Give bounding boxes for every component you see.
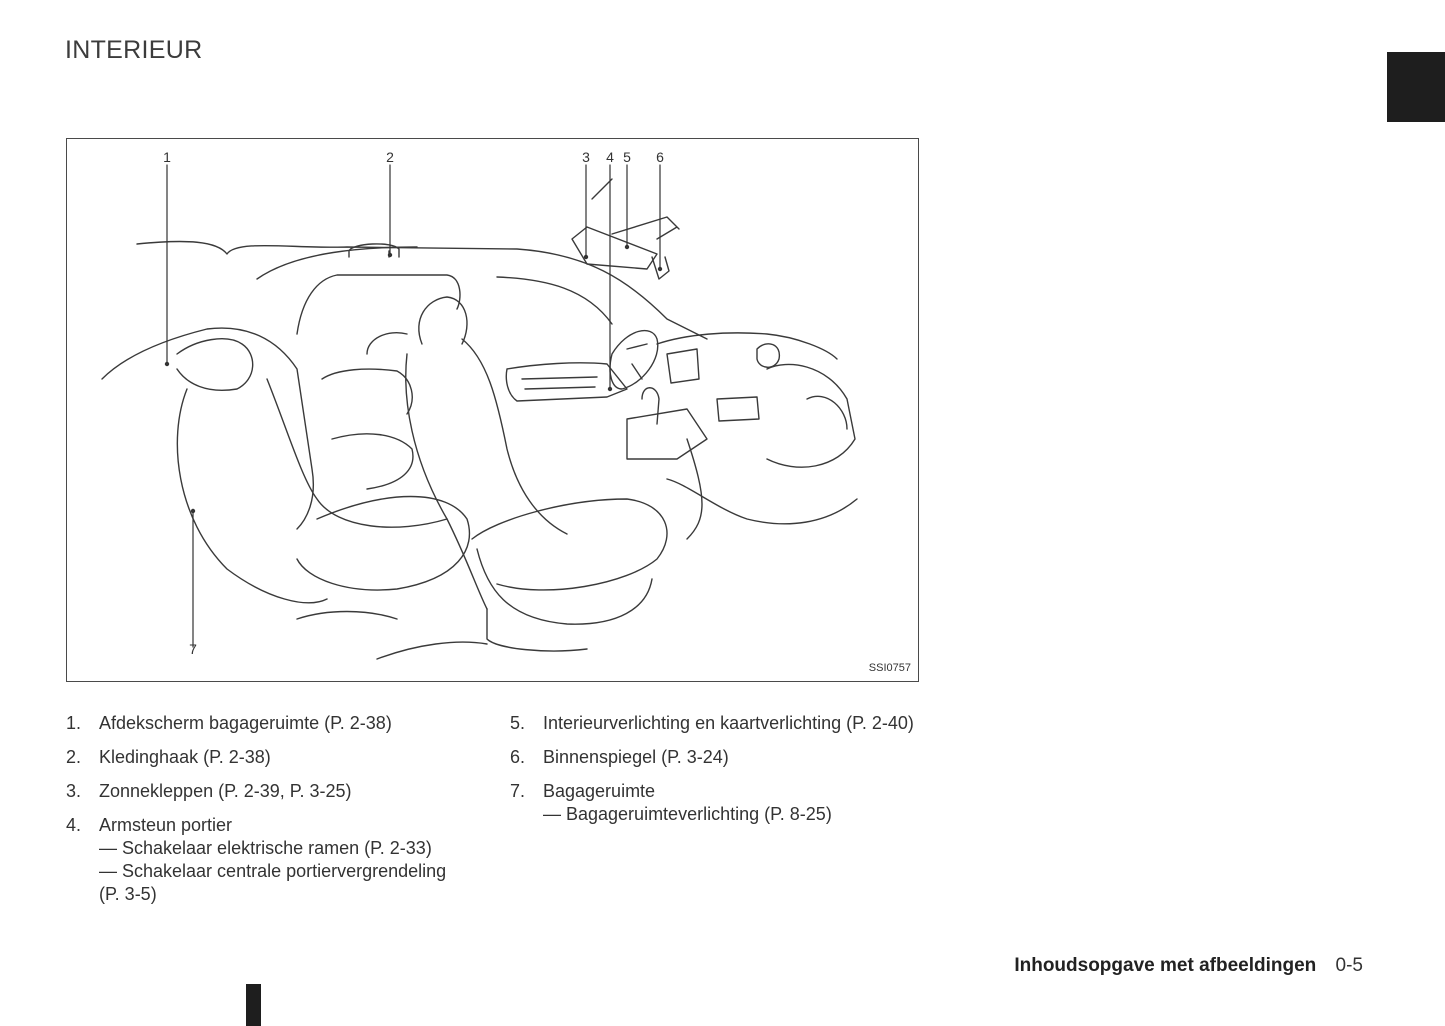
legend-item (510, 780, 940, 826)
callout-1: 1 (163, 149, 171, 165)
item-number: 7. (510, 781, 526, 801)
callout-2: 2 (386, 149, 394, 165)
legend-item (510, 746, 940, 769)
callout-3: 3 (582, 149, 590, 165)
figure-code: SSI0757 (868, 662, 911, 674)
callout-5: 5 (623, 149, 631, 165)
legend-item (66, 814, 486, 906)
legend-list-left (66, 712, 486, 917)
page-footer (1014, 955, 1363, 977)
item-text: Binnenspiegel (P. 3-24) (543, 747, 729, 767)
legend-list-right (510, 712, 940, 837)
item-text: Kledinghaak (P. 2-38) (99, 747, 271, 767)
car-interior-drawing (67, 139, 918, 681)
item-text: Afdekscherm bagageruimte (P. 2-38) (99, 713, 392, 733)
footer-section-title: Inhoudsopgave met afbeeldingen (1014, 955, 1317, 976)
item-number: 3. (66, 781, 82, 801)
legend-item (66, 746, 486, 769)
callout-4: 4 (606, 149, 614, 165)
callout-7: 7 (189, 641, 197, 657)
item-number: 1. (66, 713, 82, 733)
item-subtext: — Bagageruimteverlichting (P. 8-25) (543, 804, 832, 824)
item-text: Bagageruimte (543, 781, 656, 801)
item-subtext: (P. 3-5) (99, 884, 157, 904)
item-text: Armsteun portier (99, 815, 233, 835)
item-subtext: — Schakelaar centrale portiervergrendeling (99, 861, 447, 881)
item-number: 6. (510, 747, 526, 767)
legend-item (510, 712, 940, 735)
page-title: INTERIEUR (65, 36, 203, 64)
item-number: 2. (66, 747, 82, 767)
item-subtext: — Schakelaar elektrische ramen (P. 2-33) (99, 838, 432, 858)
item-text: Zonnekleppen (P. 2-39, P. 3-25) (99, 781, 352, 801)
item-number: 5. (510, 713, 526, 733)
callout-6: 6 (656, 149, 664, 165)
section-thumb-tab (1387, 52, 1445, 122)
item-number: 4. (66, 815, 82, 835)
legend-item (66, 780, 486, 803)
item-text: Interieurverlichting en kaartverlichting (P. 2-40) (543, 713, 914, 733)
bottom-edge-marker (246, 984, 261, 1026)
interior-illustration (66, 138, 919, 682)
page-number: 0-5 (1335, 955, 1363, 976)
legend-item (66, 712, 486, 735)
